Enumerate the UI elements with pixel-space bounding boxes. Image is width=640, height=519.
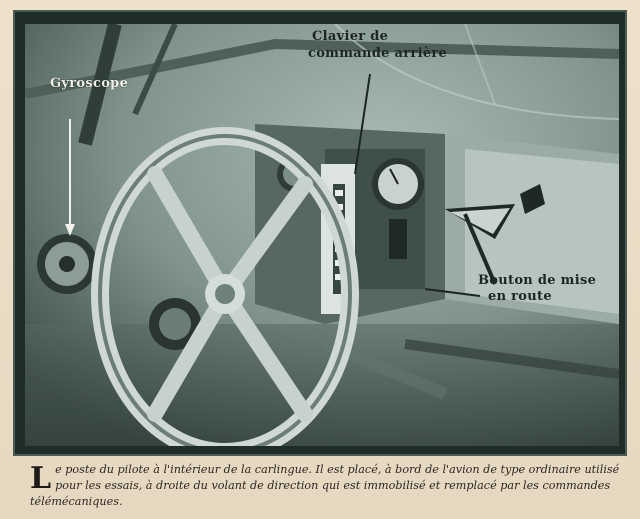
gyroscope-label: Gyroscope (50, 76, 129, 91)
clavier-label-line2: commande arrière (308, 46, 448, 61)
clavier-label-line1: Clavier de (312, 29, 389, 44)
caption-dropcap: L (30, 461, 52, 496)
bouton-label-line1: Bouton de mise (478, 273, 597, 288)
caption-text: e poste du pilote à l'intérieur de la carlingue. Il est placé, à bord de l'avion de type ordinaire utilisé pour les essais, à droite du volant de direction qui est immobilisé et remplacé par les commandes télémécaniques. (30, 463, 620, 508)
bouton-label-line2: en route (488, 289, 552, 304)
photo-caption (30, 462, 622, 510)
